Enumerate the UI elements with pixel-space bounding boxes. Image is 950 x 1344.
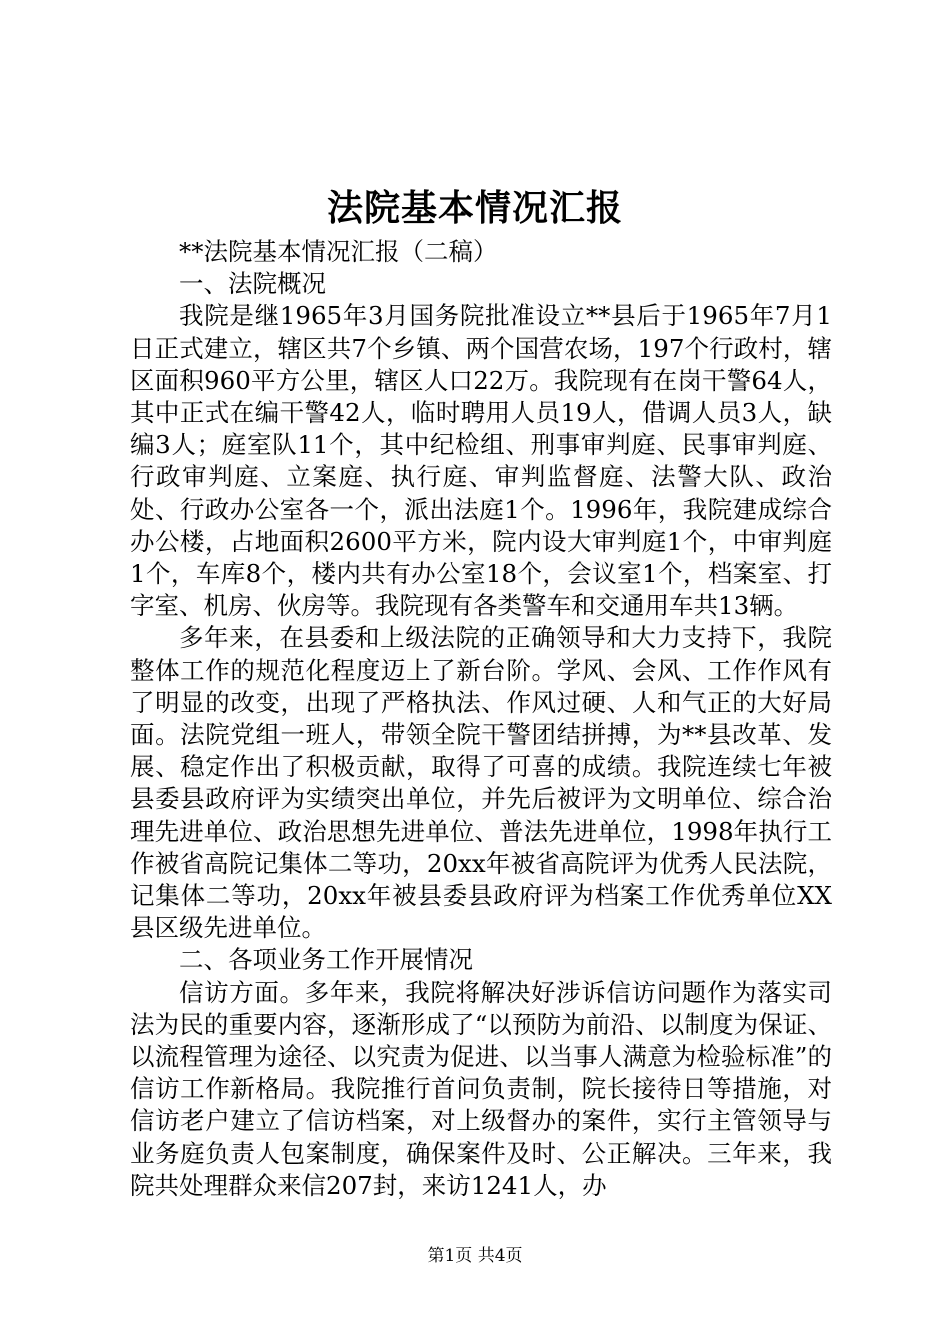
body-paragraph: 信访方面。多年来，我院将解决好涉诉信访问题作为落实司法为民的重要内容，逐渐形成了“以预防为前沿、以制度为保证、以流程管理为途径、以究责为促进、以当事人满意为检验标准”的信访工作新格局。我院推行首问负责制，院长接待日等措施，对信访老户建立了信访档案，对上级督办的案件，实行主管领导与业务庭负责人包案制度，确保案件及时、公正解决。三年来，我院共处理群众来信207封，来访1241人，办: [130, 977, 832, 1200]
section-heading-overview: 一、法院概况: [179, 269, 326, 299]
body-paragraph: 多年来，在县委和上级法院的正确领导和大力支持下，我院整体工作的规范化程度迈上了新台阶。学风、会风、工作作风有了明显的改变，出现了严格执法、作风过硬、人和气正的大好局面。法院党组一班人，带领全院干警团结拼搏，为**县改革、发展、稳定作出了积极贡献，取得了可喜的成绩。我院连续七年被县委县政府评为实绩突出单位，并先后被评为文明单位、综合治理先进单位、政治思想先进单位、普法先进单位，1998年执行工作被省高院记集体二等功，20xx年被省高院评为优秀人民法院，记集体二等功，20xx年被县委县政府评为档案工作优秀单位XX县区级先进单位。: [130, 623, 832, 943]
body-paragraph: 我院是继1965年3月国务院批准设立**县后于1965年7月1日正式建立，辖区共7个乡镇、两个国营农场，197个行政村，辖区面积960平方公里，辖区人口22万。我院现有在岗干警64人，其中正式在编干警42人，临时聘用人员19人，借调人员3人，缺编3人；庭室队11个，其中纪检组、刑事审判庭、民事审判庭、行政审判庭、立案庭、执行庭、审判监督庭、法警大队、政治处、行政办公室各一个，派出法庭1个。1996年，我院建成综合办公楼，占地面积2600平方米，院内设大审判庭1个，中审判庭1个，车库8个，楼内共有办公室18个，会议室1个，档案室、打字室、机房、伙房等。我院现有各类警车和交通用车共13辆。: [130, 301, 832, 621]
section-heading-business: 二、各项业务工作开展情况: [179, 945, 473, 975]
document-title: 法院基本情况汇报: [326, 187, 623, 229]
document-body: [130, 236, 832, 1202]
page-number-footer: 第1页 共4页: [427, 1246, 523, 1266]
subtitle-paragraph: **法院基本情况汇报（二稿）: [179, 237, 498, 266]
